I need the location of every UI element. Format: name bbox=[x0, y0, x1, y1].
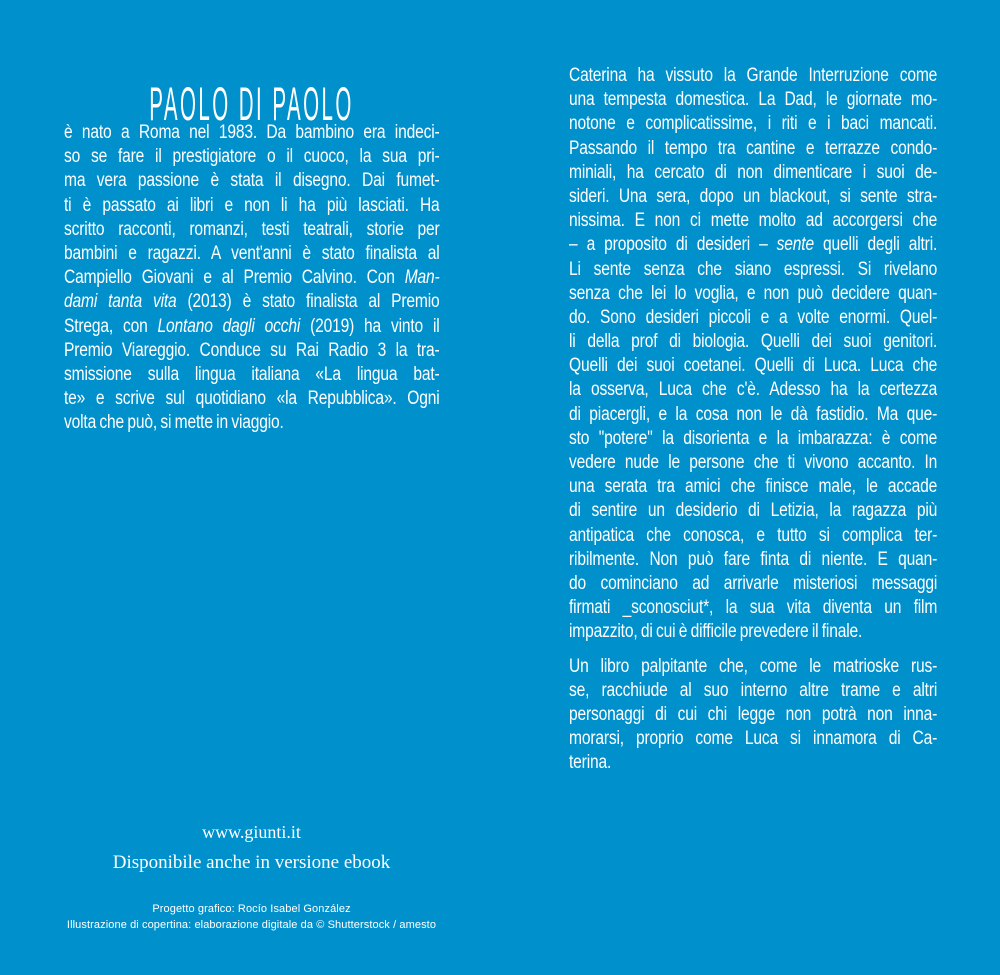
text-segment: impazzito, di cui è difficile prevedere il finale. bbox=[569, 621, 863, 643]
text-segment: Li sente senza che siano espressi. Si rivelano bbox=[569, 258, 938, 280]
synopsis-paragraph-1 bbox=[569, 64, 937, 645]
text-segment: Quelli dei suoi coetanei. Quelli di Luca. Luca che bbox=[569, 355, 938, 377]
text-line bbox=[569, 596, 937, 620]
synopsis-paragraph-2 bbox=[569, 655, 937, 776]
text-line bbox=[569, 282, 937, 306]
italic-text-segment: sente bbox=[776, 234, 814, 256]
text-segment: senza che lei lo voglia, e non può decidere quan- bbox=[569, 282, 938, 304]
text-line bbox=[569, 751, 937, 775]
credit-line: Progetto grafico: Rocío Isabel González bbox=[152, 903, 351, 915]
text-segment: ribilmente. Non può fare finta di niente. E quan- bbox=[569, 548, 938, 570]
text-line bbox=[569, 727, 937, 751]
text-line bbox=[569, 703, 937, 727]
credit-line: Illustrazione di copertina: elaborazione digitale da © Shutterstock / amesto bbox=[66, 919, 437, 931]
text-segment: se, racchiude al suo interno altre trame e altri bbox=[569, 679, 938, 701]
text-line bbox=[64, 387, 440, 411]
text-line bbox=[569, 451, 937, 475]
text-segment: quelli degli altri. bbox=[813, 234, 938, 256]
text-segment: Caterina ha vissuto la Grande Interruzione come bbox=[569, 65, 938, 86]
text-segment: Un libro palpitante che, come le matrioske rus- bbox=[569, 655, 938, 677]
text-line bbox=[569, 306, 937, 330]
text-line bbox=[64, 290, 440, 314]
text-segment: Premio Viareggio. Conduce su Rai Radio 3 la tra- bbox=[64, 339, 440, 361]
text-line bbox=[64, 145, 440, 169]
text-segment: te» e scrive sul quotidiano «la Repubblica». Ogni bbox=[64, 388, 440, 410]
text-segment: smissione sulla lingua italiana «La lingua bat- bbox=[64, 363, 440, 385]
text-segment: (2019) ha vinto il bbox=[300, 315, 440, 337]
text-segment: nissima. E non ci mette molto ad accorgersi che bbox=[569, 210, 938, 232]
italic-text-segment: Man- bbox=[404, 267, 440, 289]
text-segment: so se fare il prestigiatore o il cuoco, la sua pri- bbox=[64, 146, 440, 168]
text-line bbox=[64, 315, 440, 339]
text-segment: una serata tra amici che finisce male, le accade bbox=[569, 476, 938, 498]
text-segment: una tempesta domestica. La Dad, le giornate mo- bbox=[569, 89, 938, 111]
text-segment: morarsi, proprio come Luca si innamora di Ca- bbox=[569, 728, 938, 750]
text-segment: notone e complicatissime, i riti e i baci mancati. bbox=[569, 113, 938, 135]
text-line bbox=[569, 330, 937, 354]
text-line bbox=[64, 121, 440, 145]
text-line bbox=[569, 548, 937, 572]
text-segment: di sentire un desiderio di Letizia, la ragazza più bbox=[569, 500, 938, 522]
text-segment: sto "potere" la disorienta e la imbarazza: è come bbox=[569, 427, 938, 449]
text-line bbox=[64, 339, 440, 363]
ebook-availability-note: Disponibile anche in versione ebook bbox=[112, 852, 391, 873]
text-line bbox=[64, 411, 440, 435]
text-segment: terina. bbox=[569, 752, 612, 774]
text-segment: sideri. Una sera, dopo un blackout, si sente stra- bbox=[569, 185, 938, 207]
credits-block bbox=[0, 901, 503, 933]
text-line bbox=[64, 194, 440, 218]
text-line bbox=[64, 169, 440, 193]
text-line bbox=[569, 655, 937, 679]
text-line bbox=[64, 242, 440, 266]
text-line bbox=[569, 233, 937, 257]
text-segment: Passando il tempo tra cantine e terrazze condo- bbox=[569, 137, 938, 159]
text-line bbox=[64, 363, 440, 387]
text-line bbox=[569, 258, 937, 282]
text-segment: ti è passato ai libri e non li ha più lasciati. Ha bbox=[64, 194, 440, 216]
text-segment: – a proposito di desideri – bbox=[569, 234, 777, 256]
text-segment: scritto racconti, romanzi, testi teatrali, storie per bbox=[64, 218, 440, 240]
text-segment: ma vera passione è stata il disegno. Dai fumet- bbox=[64, 170, 440, 192]
text-line bbox=[569, 524, 937, 548]
text-line bbox=[569, 427, 937, 451]
italic-text-segment: Lontano dagli occhi bbox=[157, 315, 301, 337]
text-segment: Strega, con bbox=[64, 315, 158, 337]
text-line bbox=[569, 572, 937, 596]
text-line bbox=[569, 475, 937, 499]
text-segment: di piacergli, e la cosa non le dà fastidio. Ma que- bbox=[569, 403, 938, 425]
text-segment: do. Sono desideri piccoli e a volte enormi. Quel- bbox=[569, 306, 938, 328]
text-line bbox=[569, 679, 937, 703]
text-line bbox=[569, 403, 937, 427]
text-line bbox=[569, 209, 937, 233]
text-line bbox=[569, 88, 937, 112]
author-bio bbox=[64, 121, 440, 435]
italic-text-segment: dami tanta vita bbox=[64, 291, 177, 313]
text-line bbox=[569, 161, 937, 185]
author-name-title: PAOLO DI PAOLO bbox=[149, 77, 354, 131]
text-line bbox=[569, 499, 937, 523]
text-line bbox=[569, 137, 937, 161]
text-line bbox=[64, 266, 440, 290]
text-segment: do cominciano ad arrivarle misteriosi messaggi bbox=[569, 572, 938, 594]
text-segment: antipatica che conosca, e tutto si complica ter- bbox=[569, 524, 938, 546]
text-segment: bambini e ragazzi. A vent'anni è stato finalista al bbox=[64, 242, 440, 264]
text-segment: Campiello Giovani e al Premio Calvino. Con bbox=[64, 267, 405, 289]
text-line bbox=[569, 354, 937, 378]
text-line bbox=[569, 64, 937, 88]
text-line bbox=[569, 620, 937, 644]
text-segment: li della prof di biologia. Quelli dei suoi genitori. bbox=[569, 331, 938, 353]
text-segment: miniali, ha cercato di non dimenticare i suoi de- bbox=[569, 161, 938, 183]
text-segment: la osserva, Luca che c'è. Adesso ha la certezza bbox=[569, 379, 938, 401]
text-segment: firmati _sconosciut*, la sua vita diventa un film bbox=[569, 597, 938, 619]
text-segment: (2013) è stato finalista al Premio bbox=[176, 291, 440, 313]
text-line bbox=[64, 218, 440, 242]
text-segment: è nato a Roma nel 1983. Da bambino era indeci- bbox=[64, 122, 440, 143]
book-synopsis bbox=[569, 64, 937, 775]
text-line bbox=[569, 378, 937, 402]
text-line bbox=[569, 185, 937, 209]
text-segment: personaggi di cui chi legge non potrà non inna- bbox=[569, 703, 938, 725]
text-segment: vedere nude le persone che ti vivono accanto. In bbox=[569, 452, 938, 473]
publisher-website: www.giunti.it bbox=[202, 822, 301, 842]
text-line bbox=[569, 112, 937, 136]
text-segment: volta che può, si mette in viaggio. bbox=[64, 412, 284, 434]
